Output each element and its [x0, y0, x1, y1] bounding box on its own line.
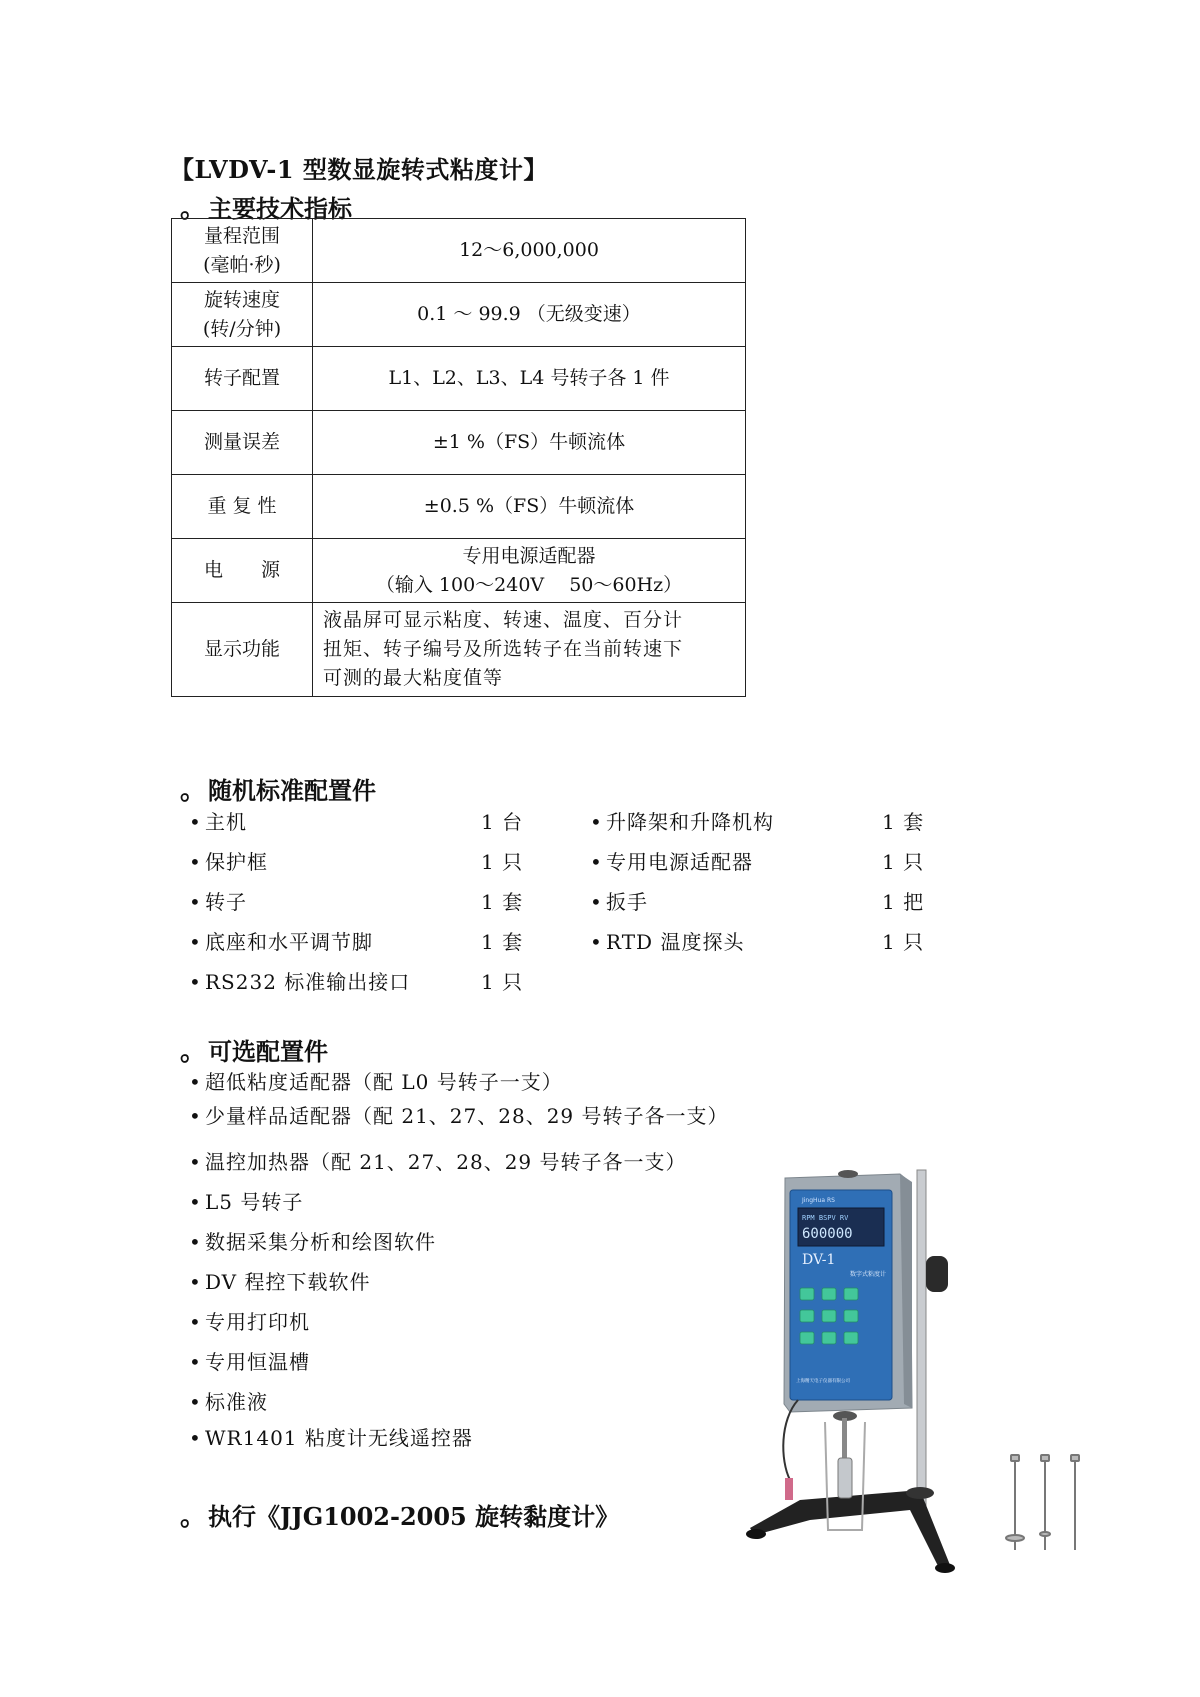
- standard-item: [590, 806, 774, 835]
- spec-value-line: 12～6,000,000: [459, 239, 599, 261]
- optional-item-text: WR1401 粘度计无线遥控器: [205, 1426, 473, 1450]
- optional-item: [189, 1146, 687, 1175]
- section-optional-heading: 。可选配置件: [180, 1037, 328, 1067]
- spec-row: [172, 219, 746, 283]
- bullet: •: [590, 850, 603, 874]
- standard-item-name: 扳手: [606, 890, 648, 914]
- standard-item: [189, 846, 268, 875]
- bullet: •: [189, 930, 202, 954]
- bullet: •: [189, 1104, 202, 1128]
- spec-value: [313, 475, 746, 539]
- bullet: •: [189, 850, 202, 874]
- spec-value: [313, 347, 746, 411]
- spec-value: [313, 603, 746, 697]
- device-subtitle: 数字式粘度计: [850, 1271, 887, 1278]
- standard-item: [189, 966, 410, 995]
- spec-value-line: ±1 %（FS）牛顿流体: [432, 431, 626, 453]
- optional-item-text: 标准液: [205, 1390, 268, 1414]
- standard-item-qty: 1 只: [882, 850, 925, 874]
- spec-key-line: 显示功能: [203, 638, 280, 660]
- optional-item-text: DV 程控下载软件: [205, 1270, 371, 1294]
- optional-item: [189, 1346, 310, 1375]
- optional-item: [189, 1266, 370, 1295]
- standard-item-name: 主机: [205, 810, 247, 834]
- spec-row: [172, 539, 746, 603]
- bullet: •: [189, 1190, 202, 1214]
- optional-item-text: L5 号转子: [205, 1190, 304, 1214]
- bullet: •: [189, 1426, 202, 1450]
- spec-value: [313, 219, 746, 283]
- bullet: •: [590, 810, 603, 834]
- device-brand: JingHua RS: [802, 1197, 835, 1204]
- spec-value-line: 可测的最大粘度值等: [323, 667, 504, 689]
- bullet: •: [590, 890, 603, 914]
- spec-value-line: （输入 100～240V 50～60Hz）: [375, 573, 683, 596]
- section-specs-heading: 。主要技术指标: [180, 188, 352, 225]
- section-execute-heading: 。执行《JJG1002-2005 旋转黏度计》: [180, 1502, 620, 1532]
- optional-item-text: 温控加热器（配 21、27、28、29 号转子各一支）: [205, 1150, 687, 1174]
- spec-key: [172, 283, 313, 347]
- spec-key-line: 转子配置: [203, 367, 280, 389]
- device-maker: 上海精天电子仪器有限公司: [796, 1379, 850, 1384]
- standard-item-qty: 1 套: [481, 930, 524, 954]
- bullet: •: [189, 1350, 202, 1374]
- spec-row: [172, 475, 746, 539]
- spec-key-line: 旋转速度: [203, 288, 280, 311]
- bullet: •: [189, 970, 202, 994]
- spec-value-line: ±0.5 %（FS）牛顿流体: [423, 495, 635, 517]
- bullet: •: [189, 1230, 202, 1254]
- optional-item-text: 少量样品适配器（配 21、27、28、29 号转子各一支）: [205, 1104, 729, 1128]
- standard-item-name: 专用电源适配器: [606, 850, 753, 874]
- spec-value-line: 液晶屏可显示粘度、转速、温度、百分计: [323, 609, 684, 631]
- standard-item: [590, 926, 744, 955]
- bullet: •: [189, 1070, 202, 1094]
- standard-item-qty: 1 只: [882, 930, 925, 954]
- bullet: •: [189, 890, 202, 914]
- spec-value: [313, 283, 746, 347]
- section-marker: 。: [180, 194, 207, 224]
- standard-item-name: RTD 温度探头: [606, 930, 745, 954]
- optional-item: [189, 1226, 436, 1255]
- document-title: 【LVDV-1 型数显旋转式粘度计】: [170, 155, 548, 184]
- optional-item-text: 专用打印机: [205, 1310, 310, 1334]
- standard-item-name: 转子: [205, 890, 247, 914]
- optional-item: [189, 1066, 563, 1095]
- spec-row: [172, 603, 746, 697]
- bullet: •: [189, 1390, 202, 1414]
- spec-value: [313, 539, 746, 603]
- standard-item-name: 保护框: [205, 850, 268, 874]
- bullet: •: [189, 1310, 202, 1334]
- standard-item-qty: 1 只: [481, 970, 524, 994]
- rotors-illustration: [1000, 1450, 1090, 1560]
- spec-key-line: 量程范围: [203, 224, 280, 247]
- standard-item-name: RS232 标准输出接口: [205, 970, 411, 994]
- optional-item-text: 超低粘度适配器（配 L0 号转子一支）: [205, 1070, 563, 1094]
- spec-table: [171, 218, 746, 697]
- standard-item-qty: 1 套: [481, 890, 524, 914]
- spec-value-line: 扭矩、转子编号及所选转子在当前转速下: [323, 638, 684, 660]
- spec-key-line: (转/分钟): [202, 317, 282, 340]
- bullet: •: [189, 1150, 202, 1174]
- optional-item-text: 专用恒温槽: [205, 1350, 310, 1374]
- spec-key-line: 测量误差: [203, 431, 280, 453]
- spec-key: [172, 539, 313, 603]
- spec-key-line: 重 复 性: [207, 495, 277, 517]
- standard-item-qty: 1 把: [882, 890, 925, 914]
- optional-item: [189, 1422, 473, 1451]
- section-standard-heading: 。随机标准配置件: [180, 776, 376, 806]
- standard-item: [189, 886, 247, 915]
- standard-item: [590, 846, 753, 875]
- spec-key: [172, 347, 313, 411]
- optional-item: [189, 1386, 268, 1415]
- spec-value: [313, 411, 746, 475]
- standard-item-qty: 1 套: [882, 810, 925, 834]
- standard-item-qty: 1 台: [481, 810, 524, 834]
- standard-item-name: 升降架和升降机构: [606, 810, 774, 834]
- spec-key-line: (毫帕·秒): [203, 253, 281, 276]
- spec-row: [172, 283, 746, 347]
- bullet: •: [590, 930, 603, 954]
- spec-key: [172, 219, 313, 283]
- spec-value-line: L1、L2、L3、L4 号转子各 1 件: [388, 367, 670, 389]
- spec-key: [172, 475, 313, 539]
- bullet: •: [189, 1270, 202, 1294]
- device-screen-top: RPM BSPV RV: [802, 1214, 849, 1222]
- optional-item-text: 数据采集分析和绘图软件: [205, 1230, 436, 1254]
- standard-item-name: 底座和水平调节脚: [205, 930, 373, 954]
- spec-row: [172, 347, 746, 411]
- standard-item: [590, 886, 648, 915]
- standard-item: [189, 926, 373, 955]
- spec-key-line: 电 源: [203, 559, 280, 581]
- standard-item-qty: 1 只: [481, 850, 524, 874]
- spec-value-line: 专用电源适配器: [462, 544, 596, 567]
- spec-value-line: 0.1 ～ 99.9 （无级变速）: [417, 303, 641, 325]
- spec-key: [172, 411, 313, 475]
- viscometer-illustration: [740, 1160, 1000, 1580]
- spec-row: [172, 411, 746, 475]
- optional-item: [189, 1306, 310, 1335]
- bullet: •: [189, 810, 202, 834]
- device-screen-value: 600000: [802, 1226, 853, 1242]
- spec-key: [172, 603, 313, 697]
- optional-item: [189, 1100, 729, 1129]
- optional-item: [189, 1186, 303, 1215]
- standard-item: [189, 806, 247, 835]
- device-model: DV-1: [802, 1252, 836, 1268]
